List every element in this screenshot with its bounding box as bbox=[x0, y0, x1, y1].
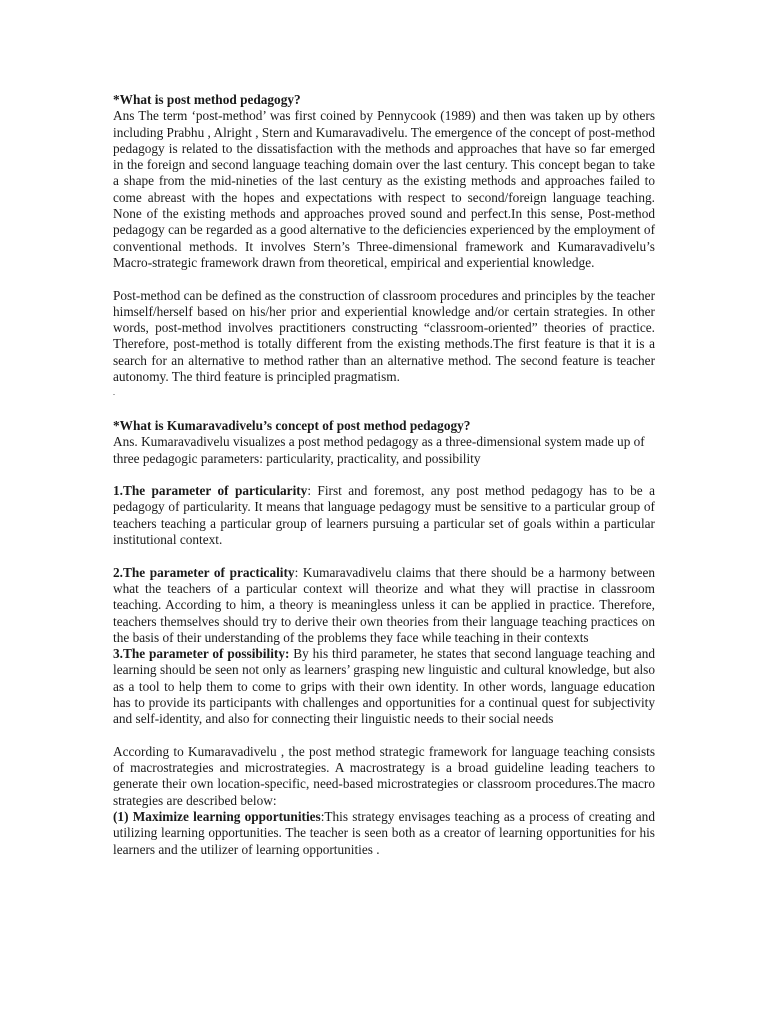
spacer bbox=[113, 271, 655, 287]
spacer bbox=[113, 467, 655, 483]
stray-mark: . bbox=[113, 388, 115, 398]
document-page bbox=[113, 92, 655, 858]
parameter-possibility: 3.The parameter of possibility: By his third parameter, he states that second language teaching and learning should be seen not only as learners’ grasping new linguistic and cultural knowledge, but also as a tool to help them to come to grips with their own identity. In other words, language education has to provide its participants with challenges and opportunities for a continual quest for subjectivity and self-identity, and also for connecting their linguistic needs to their social needs bbox=[113, 646, 655, 727]
spacer bbox=[113, 728, 655, 744]
macrostrategy-item: (1) Maximize learning opportunities:This strategy envisages teaching as a process of creating and utilizing learning opportunities. The teacher is seen both as a creator of learning opportunities for his learners and the utilizer of learning opportunities . bbox=[113, 809, 655, 857]
parameter-practicality: 2.The parameter of practicality: Kumaravadivelu claims that there should be a harmony between what the teachers of a particular context will theorize and what they will practise in classroom teaching. According to him, a theory is meaningless unless it can be applied in practice. Therefore, teachers themselves should try to derive their own theories from their language teaching practices on the basis of their understanding of the problems they face while teaching in their contexts bbox=[113, 564, 655, 645]
question-heading: *What is post method pedagogy? bbox=[113, 92, 301, 107]
framework-paragraph: According to Kumaravadivelu , the post method strategic framework for language teaching consists of macrostrategies and microstrategies. A macrostrategy is a broad guideline leading teachers to generate their own location-specific, need-based microstrategies or classroom procedures.The macro strategies are described below: bbox=[113, 743, 655, 808]
answer-paragraph: Ans. Kumaravadivelu visualizes a post method pedagogy as a three-dimensional system made up of three pedagogic parameters: particularity, practicality, and possibility bbox=[113, 434, 645, 466]
body-paragraph: Post-method can be defined as the construction of classroom procedures and principles by the teacher himself/herself based on his/her prior and experiential knowledge and/or certain strategies. In other words, post-method involves practitioners constructing “classroom-oriented” theories of practice. Therefore, post-method is totally different from the existing methods.The first feature is that it is a search for an alternative to method rather than an alternative method. The second feature is teacher autonomy. The third feature is principled pragmatism. bbox=[113, 287, 655, 385]
spacer bbox=[113, 548, 655, 564]
parameter-particularity: 1.The parameter of particularity: First and foremost, any post method pedagogy has to be a pedagogy of particularity. It means that language pedagogy must be sensitive to a particular group of teachers teaching a particular group of learners pursuing a particular set of goals within a particular institutional context. bbox=[113, 483, 655, 548]
spacer bbox=[113, 402, 655, 418]
question-heading: *What is Kumaravadivelu’s concept of post method pedagogy? bbox=[113, 417, 471, 433]
answer-paragraph: Ans The term ‘post-method’ was first coined by Pennycook (1989) and then was taken up by others including Prabhu , Alright , Stern and Kumaravadivelu. The emergence of the concept of post-method pedagogy is related to the dissatisfaction with the methods and approaches that have so far emerged in the foreign and second language teaching domain over the last century. This concept began to take a shape from the mid-nineties of the last century as the existing methods and approaches failed to come abreast with the hopes and expectations with respect to second/foreign language teaching. None of the existing methods and approaches proved sound and perfect.In this sense, Post-method pedagogy can be regarded as a good alternative to the deficiencies experienced by the employment of conventional methods. It involves Stern’s Three-dimensional framework and Kumaravadivelu’s Macro-strategic framework drawn from theoretical, empirical and experiential knowledge. bbox=[113, 108, 655, 270]
